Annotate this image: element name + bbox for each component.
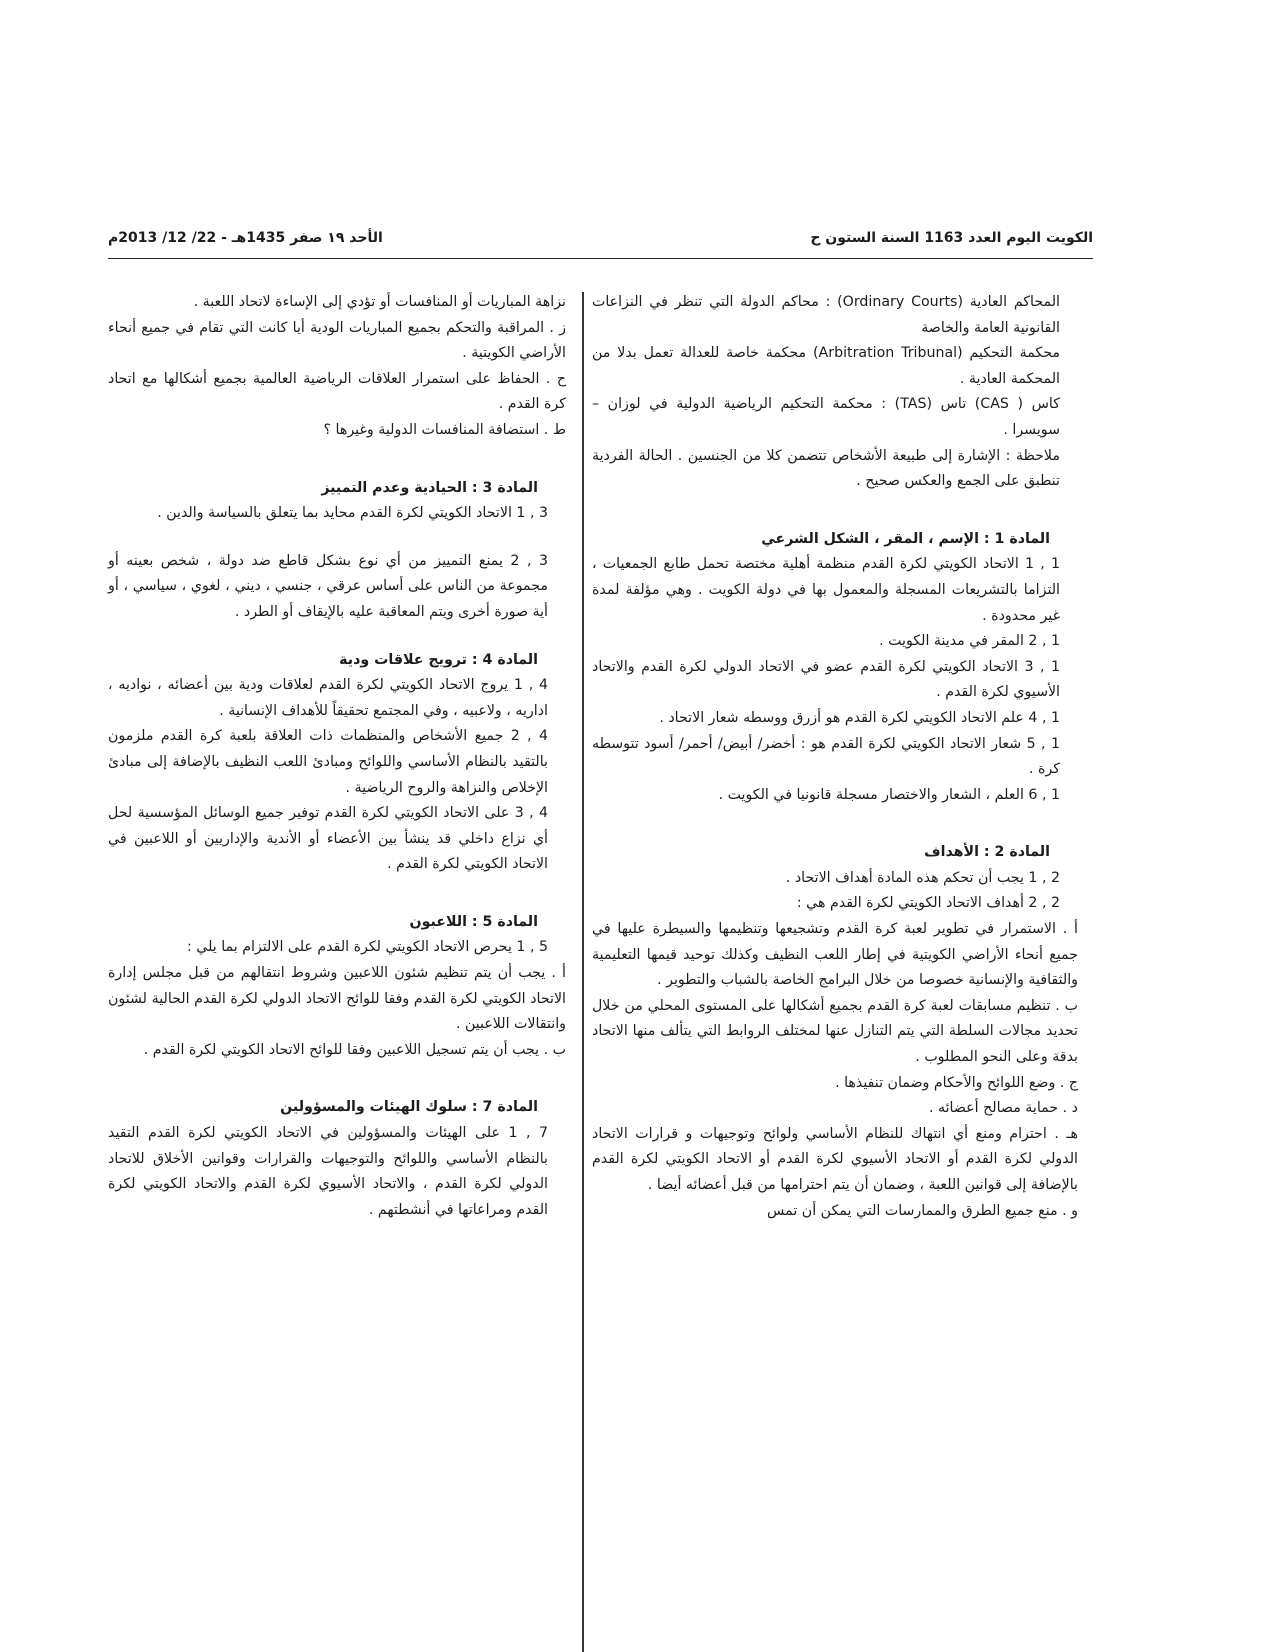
right-column — [592, 290, 1086, 1224]
article-paragraph: هـ . احترام ومنع أي انتهاك للنظام الأساسي ولوائح وتوجيهات و قرارات الاتحاد الدولي لكرة القدم أو الاتحاد الأسيوي لكرة القدم أو الاتحاد الكويتي لكرة القدم بالإضافة إلى قوانين اللعبة ، وضمان أن يتم احترامها من قبل أعضائه أيضا . — [592, 1125, 1078, 1193]
left-column — [108, 290, 574, 1223]
article-paragraph: و . منع جميع الطرق والممارسات التي يمكن أن تمس — [767, 1202, 1078, 1219]
spacer — [108, 878, 574, 910]
article-paragraph: 4 , 1 يروج الاتحاد الكويتي لكرة القدم لعلاقات ودية بين أعضائه ، نواديه ، اداريه ، ولاعبيه ، وفي المجتمع تحقيقاً للأهداف الإنسانية . — [108, 677, 548, 719]
article-heading: المادة 4 : ترويج علاقات ودية — [339, 651, 538, 668]
article-paragraph: ب . يجب أن يتم تسجيل اللاعبين وفقا للوائح الاتحاد الكويتي لكرة القدم . — [143, 1041, 566, 1058]
article-paragraph: 2 , 2 أهداف الاتحاد الكويتي لكرة القدم هي : — [796, 895, 1060, 912]
header-issue-info: الكويت اليوم العدد 1163 السنة الستون ح — [810, 230, 1093, 246]
article-heading: المادة 5 : اللاعبون — [409, 913, 538, 930]
article-heading: المادة 1 : الإسم ، المقر ، الشكل الشرعي — [761, 530, 1050, 547]
header-date: الأحد ١٩ صفر 1435هـ - 22/ 12/ 2013م — [108, 230, 383, 246]
article-heading: المادة 3 : الحيادية وعدم التمييز — [321, 479, 538, 496]
article-paragraph: 5 , 1 يحرص الاتحاد الكويتي لكرة القدم على الالتزام بما يلي : — [186, 939, 548, 956]
article-paragraph: 1 , 3 الاتحاد الكويتي لكرة القدم عضو في الاتحاد الدولي لكرة القدم والاتحاد الأسيوي لكرة القدم . — [592, 658, 1061, 701]
spacer — [108, 1063, 574, 1095]
article-paragraph: ج . وضع اللوائح والأحكام وضمان تنفيذها . — [835, 1074, 1078, 1091]
article-paragraph: 3 , 2 يمنع التمييز من أي نوع بشكل قاطع ضد دولة ، شخص بعينه أو مجموعة من الناس على أساس عرقي ، جنسي ، ديني ، لغوي ، سياسي ، أو أية صورة أخرى ويتم المعاقبة عليه بالإيقاف أو الطرد . — [108, 552, 548, 620]
page-header — [108, 228, 1093, 259]
article-paragraph: 1 , 6 العلم ، الشعار والاختصار مسجلة قانونيا في الكويت . — [718, 786, 1060, 803]
article-paragraph: 1 , 4 علم الاتحاد الكويتي لكرة القدم هو أزرق ووسطه شعار الاتحاد . — [659, 709, 1060, 726]
spacer — [108, 527, 574, 549]
article-paragraph: 4 , 2 جميع الأشخاص والمنظمات ذات العلاقة بلعبة كرة القدم ملزمون بالتقيد بالنظام الأساسي واللوائح ومبادئ اللعب النظيف بالإضافة إلى مبادئ الإخلاص والنزاهة والروح الرياضية . — [108, 728, 549, 796]
spacer — [592, 808, 1086, 840]
article-paragraph: أ . يجب أن يتم تنظيم شئون اللاعبين وشروط انتقالهم من قبل مجلس إدارة الاتحاد الكويتي لكرة القدم وفقا للوائح الاتحاد الدولي لكرة القدم الحالية لشئون وانتقالات اللاعبين . — [108, 965, 566, 1033]
article-paragraph: المحاكم العادية (Ordinary Courts) : محاكم الدولة التي تنظر في النزاعات القانونية العامة والخاصة — [592, 294, 1060, 336]
spacer — [108, 444, 574, 476]
article-paragraph: 2 , 1 يجب أن تحكم هذه المادة أهداف الاتحاد . — [785, 869, 1060, 886]
article-paragraph: 4 , 3 على الاتحاد الكويتي لكرة القدم توفير جميع الوسائل المؤسسية لحل أي نزاع داخلي قد ينشأ بين الأعضاء أو الأندية والإداريين أو اللاعبين في الاتحاد الكويتي لكرة القدم . — [108, 805, 548, 873]
article-paragraph: محكمة التحكيم (Arbitration Tribunal) محكمة خاصة للعدالة تعمل بدلا من المحكمة العادية . — [592, 345, 1060, 387]
spacer — [592, 495, 1086, 527]
article-paragraph: 1 , 2 المقر في مدينة الكويت . — [879, 633, 1060, 650]
article-paragraph: كاس ( CAS) تاس (TAS) : محكمة التحكيم الرياضية الدولية في لوزان – سويسرا . — [592, 396, 1060, 438]
article-paragraph: ط . استضافة المنافسات الدولية وغيرها ؟ — [323, 421, 566, 438]
article-paragraph: ملاحظة : الإشارة إلى طبيعة الأشخاص تتضمن كلا من الجنسين . الحالة الفردية تنطبق على الجمع والعكس صحيح . — [592, 447, 1060, 490]
article-paragraph: 1 , 1 الاتحاد الكويتي لكرة القدم منظمة أهلية مختصة تحمل طابع الجمعيات ، التزاما بالتشريعات المسجلة والمعمول بها في دولة الكويت . وهي مؤلفة لمدة غير محدودة . — [592, 556, 1060, 624]
column-divider — [582, 292, 584, 1652]
article-paragraph: نزاهة المباريات أو المنافسات أو تؤدي إلى الإساءة لاتحاد اللعبة . — [193, 294, 566, 310]
article-paragraph: 7 , 1 على الهيئات والمسؤولين في الاتحاد الكويتي لكرة القدم التقيد بالنظام الأساسي واللوائح والتوجيهات والقرارات وقوانين الأخلاق للاتحاد الدولي لكرة القدم ، والاتحاد الأسيوي لكرة القدم والاتحاد الكويتي لكرة القدم ومراعاتها في أنشطتهم . — [108, 1125, 548, 1218]
article-heading: المادة 7 : سلوك الهيئات والمسؤولين — [280, 1099, 538, 1116]
article-paragraph: ز . المراقبة والتحكم بجميع المباريات الودية أيا كانت التي تقام في جميع أنحاء الأراضي الكويتية . — [108, 319, 566, 362]
spacer — [108, 626, 574, 648]
article-paragraph: ح . الحفاظ على استمرار العلاقات الرياضية العالمية بجميع أشكالها مع اتحاد كرة القدم . — [108, 370, 566, 413]
article-paragraph: ب . تنظيم مسابقات لعبة كرة القدم بجميع أشكالها على المستوى المحلي من خلال تحديد مجالات السلطة التي يتم التنازل عنها لمختلف الروابط التي يتألف منها الاتحاد بدقة وعلى النحو المطلوب . — [592, 997, 1078, 1066]
article-paragraph: د . حماية مصالح أعضائه . — [928, 1100, 1078, 1117]
article-paragraph: 3 , 1 الاتحاد الكويتي لكرة القدم محايد بما يتعلق بالسياسة والدين . — [157, 505, 548, 522]
article-paragraph: 1 , 5 شعار الاتحاد الكويتي لكرة القدم هو : أخضر/ أبيض/ أحمر/ أسود تتوسطه كرة . — [592, 735, 1060, 778]
article-heading: المادة 2 : الأهداف — [924, 844, 1050, 861]
article-paragraph: أ . الاستمرار في تطوير لعبة كرة القدم وتشجيعها وتنظيمها والسيطرة عليها في جميع أنحاء الأراضي الكويتية في إطار اللعب النظيف وكذلك توحيد قيمها التعليمية والثقافية والإنسانية خصوصا من خلال البرامج الخاصة بالشباب والتطوير . — [592, 921, 1078, 989]
